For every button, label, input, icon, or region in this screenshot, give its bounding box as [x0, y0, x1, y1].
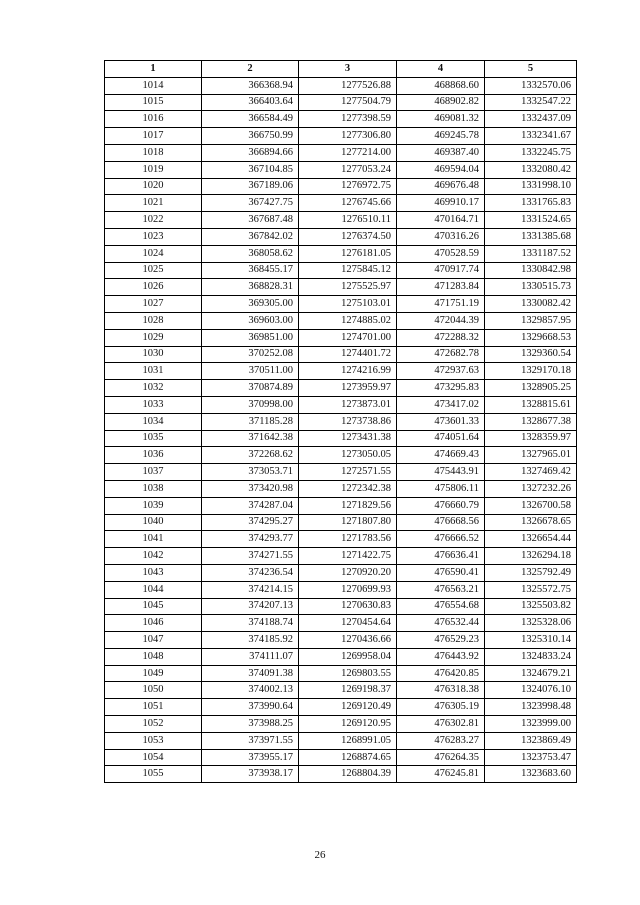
coordinate-cell: 1328905.25 [485, 380, 577, 397]
coordinate-cell: 476636.41 [397, 548, 485, 565]
coordinate-cell: 366894.66 [202, 144, 299, 161]
coordinate-cell: 1276510.11 [299, 212, 397, 229]
point-number-cell: 1046 [105, 615, 202, 632]
coordinate-cell: 1274701.00 [299, 329, 397, 346]
coordinate-cell: 1272342.38 [299, 480, 397, 497]
coordinate-cell: 374214.15 [202, 581, 299, 598]
coordinate-cell: 373971.55 [202, 732, 299, 749]
point-number-cell: 1031 [105, 363, 202, 380]
coordinate-cell: 1326294.18 [485, 548, 577, 565]
coordinate-cell: 476302.81 [397, 716, 485, 733]
coordinate-cell: 367687.48 [202, 212, 299, 229]
coordinate-cell: 476245.81 [397, 766, 485, 783]
coordinate-cell: 373938.17 [202, 766, 299, 783]
coordinate-cell: 472682.78 [397, 346, 485, 363]
coordinate-cell: 476283.27 [397, 732, 485, 749]
coordinate-cell: 476264.35 [397, 749, 485, 766]
coordinate-cell: 1270630.83 [299, 598, 397, 615]
coordinate-cell: 472937.63 [397, 363, 485, 380]
coordinate-cell: 1329857.95 [485, 312, 577, 329]
coordinate-cell: 1275525.97 [299, 279, 397, 296]
coordinate-cell: 369305.00 [202, 296, 299, 313]
table-row [105, 699, 577, 716]
coordinate-cell: 374287.04 [202, 497, 299, 514]
point-number-cell: 1052 [105, 716, 202, 733]
coordinate-cell: 1325572.75 [485, 581, 577, 598]
coordinate-cell: 1327469.42 [485, 464, 577, 481]
point-number-cell: 1017 [105, 128, 202, 145]
coordinate-cell: 471751.19 [397, 296, 485, 313]
coordinate-cell: 468868.60 [397, 77, 485, 94]
coordinate-cell: 1324076.10 [485, 682, 577, 699]
table-row [105, 346, 577, 363]
point-number-cell: 1016 [105, 111, 202, 128]
point-number-cell: 1040 [105, 514, 202, 531]
coordinate-cell: 1323683.60 [485, 766, 577, 783]
point-number-cell: 1053 [105, 732, 202, 749]
coordinate-cell: 374091.38 [202, 665, 299, 682]
coordinate-cell: 1329360.54 [485, 346, 577, 363]
table-row [105, 514, 577, 531]
column-header-1: 1 [105, 61, 202, 78]
table-row [105, 329, 577, 346]
point-number-cell: 1032 [105, 380, 202, 397]
table-body [105, 77, 577, 782]
coordinate-cell: 469594.04 [397, 161, 485, 178]
coordinate-cell: 1270436.66 [299, 632, 397, 649]
coordinate-cell: 1330082.42 [485, 296, 577, 313]
coordinate-cell: 1273873.01 [299, 396, 397, 413]
point-number-cell: 1029 [105, 329, 202, 346]
table-row [105, 480, 577, 497]
coordinate-cell: 1324679.21 [485, 665, 577, 682]
table-row [105, 497, 577, 514]
point-number-cell: 1055 [105, 766, 202, 783]
point-number-cell: 1024 [105, 245, 202, 262]
coordinate-cell: 1272571.55 [299, 464, 397, 481]
table-row [105, 413, 577, 430]
table-row [105, 212, 577, 229]
coordinate-cell: 1328677.38 [485, 413, 577, 430]
coordinate-cell: 374293.77 [202, 531, 299, 548]
coordinate-cell: 1332080.42 [485, 161, 577, 178]
point-number-cell: 1047 [105, 632, 202, 649]
table-row [105, 363, 577, 380]
coordinate-cell: 1332570.06 [485, 77, 577, 94]
coordinate-cell: 374185.92 [202, 632, 299, 649]
coordinate-cell: 371642.38 [202, 430, 299, 447]
coordinate-cell: 1269120.95 [299, 716, 397, 733]
point-number-cell: 1026 [105, 279, 202, 296]
coordinate-cell: 368455.17 [202, 262, 299, 279]
coordinates-table [104, 60, 577, 783]
coordinate-cell: 368828.31 [202, 279, 299, 296]
coordinate-cell: 476318.38 [397, 682, 485, 699]
coordinate-cell: 374236.54 [202, 564, 299, 581]
coordinate-cell: 1276972.75 [299, 178, 397, 195]
table-row [105, 531, 577, 548]
coordinate-cell: 1325503.82 [485, 598, 577, 615]
coordinate-cell: 1331524.65 [485, 212, 577, 229]
coordinate-cell: 476590.41 [397, 564, 485, 581]
table-row [105, 732, 577, 749]
coordinate-cell: 1326654.44 [485, 531, 577, 548]
coordinate-cell: 475806.11 [397, 480, 485, 497]
coordinate-cell: 366403.64 [202, 94, 299, 111]
point-number-cell: 1044 [105, 581, 202, 598]
coordinate-cell: 366750.99 [202, 128, 299, 145]
coordinate-cell: 476554.68 [397, 598, 485, 615]
coordinate-cell: 367189.06 [202, 178, 299, 195]
coordinate-cell: 366584.49 [202, 111, 299, 128]
table-row [105, 279, 577, 296]
coordinate-cell: 374188.74 [202, 615, 299, 632]
coordinate-cell: 1269198.37 [299, 682, 397, 699]
table-row [105, 447, 577, 464]
coordinate-cell: 469081.32 [397, 111, 485, 128]
point-number-cell: 1028 [105, 312, 202, 329]
coordinate-cell: 469245.78 [397, 128, 485, 145]
coordinate-cell: 468902.82 [397, 94, 485, 111]
coordinate-cell: 1275103.01 [299, 296, 397, 313]
coordinate-cell: 1332547.22 [485, 94, 577, 111]
table-row [105, 716, 577, 733]
table-row [105, 564, 577, 581]
coordinate-cell: 469676.48 [397, 178, 485, 195]
coordinate-cell: 1331187.52 [485, 245, 577, 262]
point-number-cell: 1019 [105, 161, 202, 178]
point-number-cell: 1020 [105, 178, 202, 195]
point-number-cell: 1048 [105, 648, 202, 665]
table-row [105, 648, 577, 665]
point-number-cell: 1035 [105, 430, 202, 447]
coordinate-cell: 474669.43 [397, 447, 485, 464]
table-row [105, 615, 577, 632]
coordinate-cell: 366368.94 [202, 77, 299, 94]
coordinate-cell: 372268.62 [202, 447, 299, 464]
table-row [105, 380, 577, 397]
coordinate-cell: 1276745.66 [299, 195, 397, 212]
coordinate-cell: 374271.55 [202, 548, 299, 565]
coordinate-cell: 1276374.50 [299, 228, 397, 245]
point-number-cell: 1027 [105, 296, 202, 313]
table-row [105, 598, 577, 615]
coordinate-cell: 374111.07 [202, 648, 299, 665]
coordinate-cell: 367104.85 [202, 161, 299, 178]
coordinate-cell: 1330515.73 [485, 279, 577, 296]
coordinate-cell: 370874.89 [202, 380, 299, 397]
column-header-2: 2 [202, 61, 299, 78]
point-number-cell: 1025 [105, 262, 202, 279]
coordinate-cell: 1327965.01 [485, 447, 577, 464]
table-row [105, 430, 577, 447]
coordinate-cell: 371185.28 [202, 413, 299, 430]
coordinate-cell: 1329170.18 [485, 363, 577, 380]
table-row [105, 128, 577, 145]
coordinate-cell: 373053.71 [202, 464, 299, 481]
coordinate-cell: 374002.13 [202, 682, 299, 699]
coordinate-cell: 1332245.75 [485, 144, 577, 161]
coordinate-cell: 1277526.88 [299, 77, 397, 94]
coordinate-cell: 1271783.56 [299, 531, 397, 548]
coordinate-cell: 1331998.10 [485, 178, 577, 195]
coordinate-cell: 373955.17 [202, 749, 299, 766]
coordinate-cell: 1274401.72 [299, 346, 397, 363]
coordinate-cell: 1269120.49 [299, 699, 397, 716]
coordinate-cell: 473417.02 [397, 396, 485, 413]
coordinate-cell: 1269803.55 [299, 665, 397, 682]
coordinate-cell: 473295.83 [397, 380, 485, 397]
table-row [105, 161, 577, 178]
coordinate-cell: 1273959.97 [299, 380, 397, 397]
coordinate-cell: 1329668.53 [485, 329, 577, 346]
coordinate-cell: 369851.00 [202, 329, 299, 346]
table-row [105, 195, 577, 212]
coordinate-cell: 1325792.49 [485, 564, 577, 581]
point-number-cell: 1043 [105, 564, 202, 581]
table-row [105, 548, 577, 565]
point-number-cell: 1049 [105, 665, 202, 682]
coordinate-cell: 1273738.86 [299, 413, 397, 430]
point-number-cell: 1038 [105, 480, 202, 497]
coordinate-cell: 1274885.02 [299, 312, 397, 329]
coordinate-cell: 373988.25 [202, 716, 299, 733]
coordinate-cell: 1330842.98 [485, 262, 577, 279]
coordinate-cell: 367427.75 [202, 195, 299, 212]
coordinate-cell: 1323869.49 [485, 732, 577, 749]
coordinate-cell: 1277053.24 [299, 161, 397, 178]
coordinate-cell: 1331765.83 [485, 195, 577, 212]
table-row [105, 111, 577, 128]
table-row [105, 262, 577, 279]
point-number-cell: 1023 [105, 228, 202, 245]
coordinate-cell: 1274216.99 [299, 363, 397, 380]
point-number-cell: 1045 [105, 598, 202, 615]
table-row [105, 396, 577, 413]
coordinate-cell: 1268991.05 [299, 732, 397, 749]
coordinate-cell: 476529.23 [397, 632, 485, 649]
coordinate-cell: 470528.59 [397, 245, 485, 262]
page-number: 26 [314, 849, 326, 861]
coordinate-cell: 1270699.93 [299, 581, 397, 598]
coordinate-cell: 469387.40 [397, 144, 485, 161]
table-row [105, 581, 577, 598]
table-row [105, 245, 577, 262]
point-number-cell: 1054 [105, 749, 202, 766]
coordinate-cell: 475443.91 [397, 464, 485, 481]
coordinate-cell: 476532.44 [397, 615, 485, 632]
coordinate-cell: 472044.39 [397, 312, 485, 329]
table-row [105, 296, 577, 313]
coordinate-cell: 1270920.20 [299, 564, 397, 581]
header-row [105, 61, 577, 78]
coordinate-cell: 1277504.79 [299, 94, 397, 111]
coordinate-cell: 1332341.67 [485, 128, 577, 145]
coordinate-cell: 373420.98 [202, 480, 299, 497]
coordinate-cell: 1332437.09 [485, 111, 577, 128]
coordinate-cell: 473601.33 [397, 413, 485, 430]
coordinate-cell: 476660.79 [397, 497, 485, 514]
coordinate-cell: 374207.13 [202, 598, 299, 615]
point-number-cell: 1036 [105, 447, 202, 464]
coordinate-cell: 1325328.06 [485, 615, 577, 632]
coordinate-cell: 1269958.04 [299, 648, 397, 665]
point-number-cell: 1030 [105, 346, 202, 363]
coordinate-cell: 1328359.97 [485, 430, 577, 447]
table-row [105, 749, 577, 766]
coordinate-cell: 470316.26 [397, 228, 485, 245]
point-number-cell: 1018 [105, 144, 202, 161]
coordinate-cell: 1326678.65 [485, 514, 577, 531]
table-row [105, 632, 577, 649]
table-row [105, 228, 577, 245]
table-row [105, 178, 577, 195]
point-number-cell: 1033 [105, 396, 202, 413]
coordinate-cell: 1275845.12 [299, 262, 397, 279]
coordinate-cell: 1270454.64 [299, 615, 397, 632]
coordinate-cell: 476563.21 [397, 581, 485, 598]
coordinate-cell: 476668.56 [397, 514, 485, 531]
point-number-cell: 1015 [105, 94, 202, 111]
table-row [105, 766, 577, 783]
coordinate-cell: 368058.62 [202, 245, 299, 262]
coordinate-cell: 1325310.14 [485, 632, 577, 649]
coordinate-cell: 1326700.58 [485, 497, 577, 514]
table-row [105, 464, 577, 481]
coordinate-cell: 1271422.75 [299, 548, 397, 565]
coordinate-cell: 1273431.38 [299, 430, 397, 447]
table-row [105, 77, 577, 94]
coordinate-cell: 470917.74 [397, 262, 485, 279]
table-row [105, 94, 577, 111]
coordinate-cell: 367842.02 [202, 228, 299, 245]
table-row [105, 665, 577, 682]
coordinate-cell: 1268874.65 [299, 749, 397, 766]
coordinate-cell: 374295.27 [202, 514, 299, 531]
coordinate-cell: 476666.52 [397, 531, 485, 548]
coordinate-cell: 1323753.47 [485, 749, 577, 766]
coordinate-cell: 373990.64 [202, 699, 299, 716]
coordinate-cell: 476443.92 [397, 648, 485, 665]
table-row [105, 144, 577, 161]
coordinate-cell: 370998.00 [202, 396, 299, 413]
coordinate-cell: 1324833.24 [485, 648, 577, 665]
coordinate-cell: 469910.17 [397, 195, 485, 212]
column-header-3: 3 [299, 61, 397, 78]
point-number-cell: 1014 [105, 77, 202, 94]
column-header-4: 4 [397, 61, 485, 78]
point-number-cell: 1050 [105, 682, 202, 699]
coordinate-cell: 471283.84 [397, 279, 485, 296]
coordinate-cell: 472288.32 [397, 329, 485, 346]
point-number-cell: 1042 [105, 548, 202, 565]
coordinate-cell: 476305.19 [397, 699, 485, 716]
table-row [105, 312, 577, 329]
point-number-cell: 1034 [105, 413, 202, 430]
coordinate-cell: 370511.00 [202, 363, 299, 380]
table-row [105, 682, 577, 699]
point-number-cell: 1022 [105, 212, 202, 229]
coordinate-cell: 1276181.05 [299, 245, 397, 262]
coordinate-cell: 1277398.59 [299, 111, 397, 128]
point-number-cell: 1041 [105, 531, 202, 548]
coordinate-cell: 1331385.68 [485, 228, 577, 245]
coordinate-cell: 1271807.80 [299, 514, 397, 531]
coordinate-cell: 1277214.00 [299, 144, 397, 161]
coordinate-cell: 1327232.26 [485, 480, 577, 497]
coordinate-cell: 1268804.39 [299, 766, 397, 783]
coordinate-cell: 370252.08 [202, 346, 299, 363]
coordinate-cell: 476420.85 [397, 665, 485, 682]
coordinate-cell: 1323998.48 [485, 699, 577, 716]
point-number-cell: 1021 [105, 195, 202, 212]
point-number-cell: 1051 [105, 699, 202, 716]
coordinate-cell: 1323999.00 [485, 716, 577, 733]
coordinate-cell: 1271829.56 [299, 497, 397, 514]
coordinate-cell: 369603.00 [202, 312, 299, 329]
coordinate-cell: 1277306.80 [299, 128, 397, 145]
column-header-5: 5 [485, 61, 577, 78]
coordinate-cell: 470164.71 [397, 212, 485, 229]
point-number-cell: 1037 [105, 464, 202, 481]
coordinate-cell: 474051.64 [397, 430, 485, 447]
coordinate-cell: 1273050.05 [299, 447, 397, 464]
coordinate-cell: 1328815.61 [485, 396, 577, 413]
point-number-cell: 1039 [105, 497, 202, 514]
